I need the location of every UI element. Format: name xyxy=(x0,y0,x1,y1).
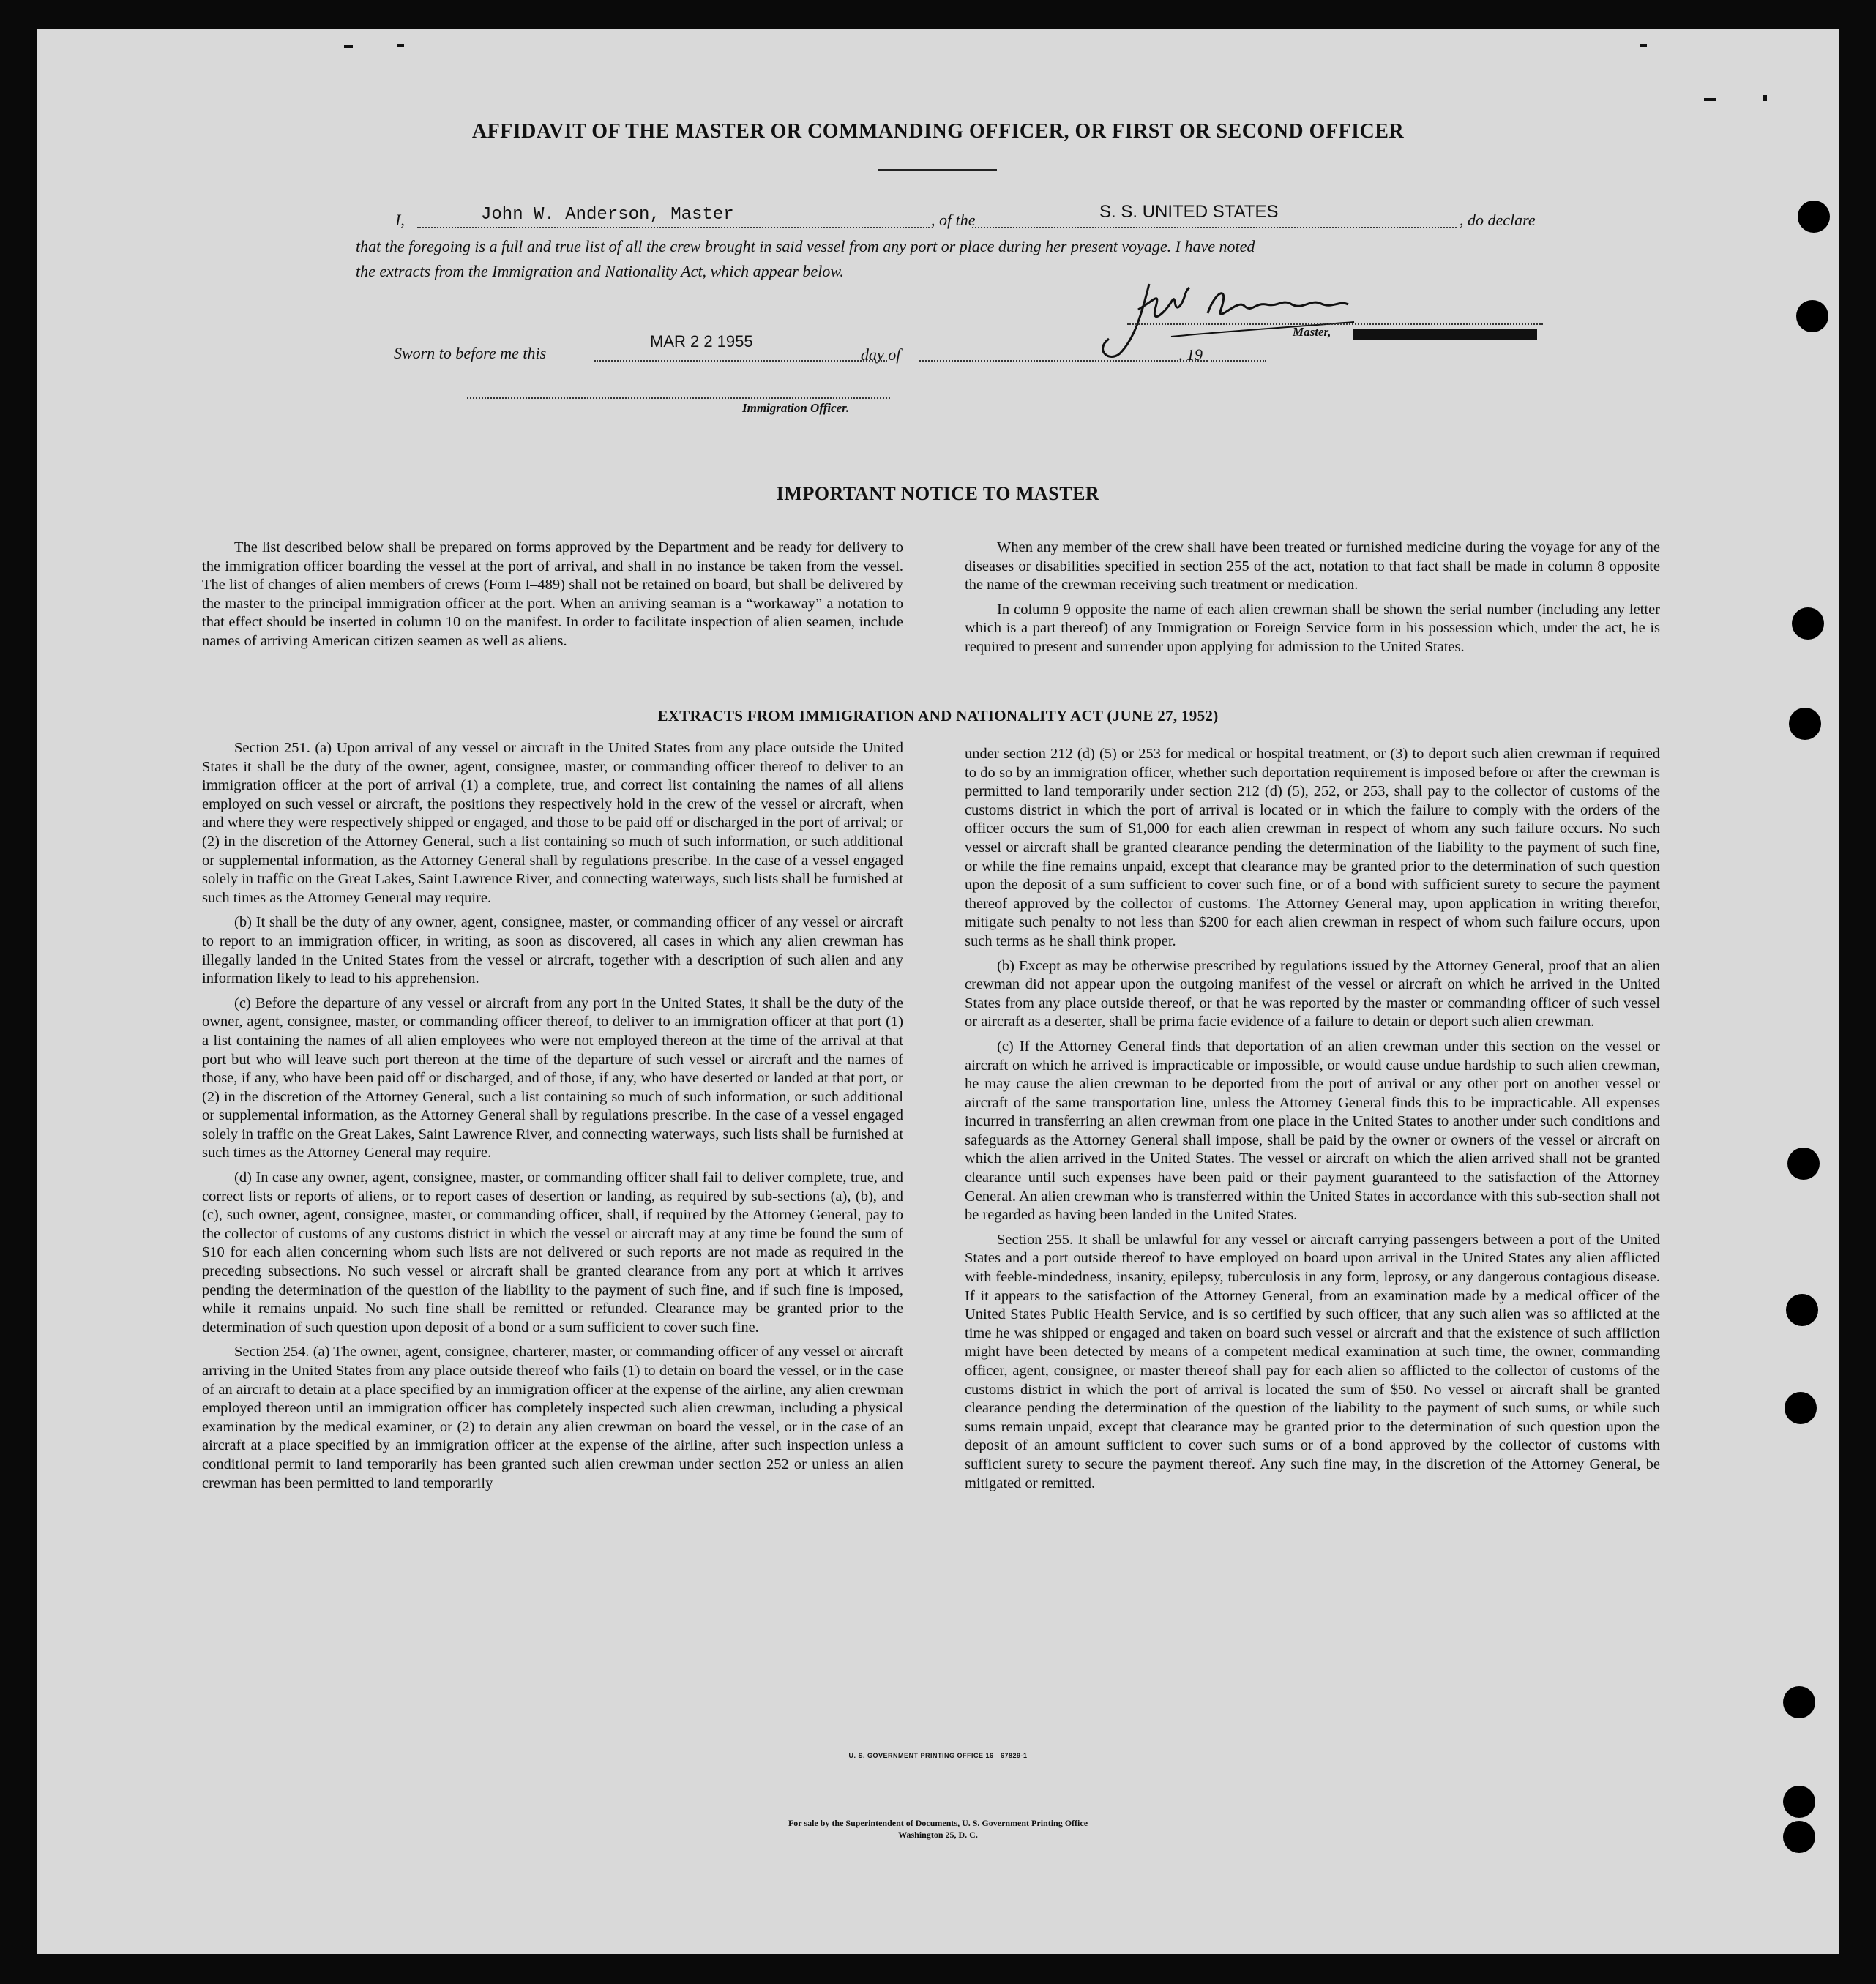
redaction-bar xyxy=(1353,329,1537,340)
vessel-line xyxy=(972,227,1457,228)
sworn-date-line xyxy=(594,360,887,362)
affidavit-title: AFFIDAVIT OF THE MASTER OR COMMANDING OFFICER, OR FIRST OR SECOND OFFICER xyxy=(471,120,1405,143)
act-paragraph: (c) If the Attorney General finds that deportation of an alien crewman under this section on the vessel or aircraft on which he arrived is impracticable or impossible, or would cause undue hardship to such alien crewman, he may cause the alien crewman to be deported from the port of arrival or any other port on another vessel or aircraft of the same transportation line, unless the Attorney General finds this to be impracticable. All expenses incurred in transferring an alien crewman from one place in the United States to another under such conditions and safeguards as the Attorney General shall impose, shall be paid by the owner or owners of the vessel or aircraft on which the alien arrived in the United States. The vessel or aircraft on which the alien arrived shall not be granted clearance until such expenses have been paid or their payment guaranteed to the satisfaction of the Attorney General. An alien crewman who is transferred within the United States in accordance with this sub-section shall not be regarded as having been landed in the United States. xyxy=(965,1038,1660,1224)
signature-line xyxy=(1127,323,1543,325)
master-label: Master, xyxy=(1293,325,1331,339)
year-line xyxy=(1211,360,1266,362)
officer-line xyxy=(467,397,890,399)
notice-paragraph: The list described below shall be prepared on forms approved by the Department and be ready for delivery to the immigration officer boarding the vessel at the port of arrival, and shall in no instance be taken from the vessel. The list of changes of alien members of crews (Form I–489) shall not be retained on board, but shall be delivered by the master to the principal immigration officer at the port. When an arriving seaman is a “workaway” a notation to that effect should be inserted in column 10 on the manifest. In order to facilitate inspection of alien seamen, include names of arriving American citizen seamen as well as aliens. xyxy=(202,539,903,649)
master-name-field[interactable]: John W. Anderson, Master xyxy=(481,205,734,225)
act-paragraph: Section 255. It shall be unlawful for any vessel or aircraft carrying passengers between a port of the United States and a port outside thereof to have employed on board upon arrival in the United States any alien afflicted with feeble-mindedness, insanity, epilepsy, tuberculosis in any form, leprosy, or any dangerous contagious disease. If it appears to the satisfaction of the Attorney General, from an examination made by a medical officer of the United States Public Health Service, and is so certified by such officer, that any such alien was so afflicted at the time he was shipped or engaged and taken on board such vessel or aircraft and that the existence of such affliction might have been detected by means of a competent medical examination at such time, the owner, commanding officer, agent, consignee, or master thereof shall pay for each alien so afflicted to the collector of customs of the customs district in which the port of arrival is located the sum of $50. No vessel or aircraft shall be granted clearance pending the determination of the question of the liability to the payment of such sums, or while such sums remain unpaid, except that clearance may be granted prior to the determination of such question upon the deposit of an amount sufficient to cover such sums or of a bond approved by the collector of customs with sufficient surety to secure the payment thereof. Any such fine may, in the discretion of the Attorney General, be mitigated or remitted. xyxy=(965,1231,1660,1491)
sworn-date-stamp: MAR 2 2 1955 xyxy=(650,332,753,351)
day-of-label: day of xyxy=(861,345,901,364)
notice-paragraph: In column 9 opposite the name of each alien crewman shall be shown the serial number (including any letter which is a part thereof) of any Immigration or Foreign Service form in his possession which, under the act, he is required to present and surrender upon applying for admission to the United States. xyxy=(965,601,1660,655)
act-paragraph: Section 251. (a) Upon arrival of any vessel or aircraft in the United States from any place outside the United States it shall be the duty of the owner, agent, consignee, master, or commanding officer thereof to deliver to an immigration officer at the port of arrival (1) a complete, true, and correct list containing the names of all aliens employed on such vessel or aircraft, the positions they respectively hold in the crew of the vessel or aircraft, when and where they were respectively shipped or engaged, and those to be paid off or discharged in the port of arrival; or (2) in the discretion of the Attorney General, such a list containing so much of such information, or such additional or supplemental information, as the Attorney General shall by regulations prescribe. In the case of a vessel engaged solely in traffic on the Great Lakes, Saint Lawrence River, and connecting waterways, such lists shall be furnished at such times as the Attorney General may require. xyxy=(202,740,904,906)
i-prefix: I, xyxy=(395,211,405,229)
declaration-line-2: the extracts from the Immigration and Nationality Act, which appear below. xyxy=(356,262,844,280)
month-line xyxy=(919,360,1208,362)
form-page xyxy=(37,29,1839,1954)
officer-label: Immigration Officer. xyxy=(742,401,850,415)
extracts-right-column xyxy=(965,745,1660,1499)
printer-mark xyxy=(397,44,404,47)
notice-paragraph: When any member of the crew shall have been treated or furnished medicine during the voyage for any of the diseases or disabilities specified in section 255 of the act, notation to that fact shall be made in column 8 opposite the name of the crewman receiving such treatment or medication. xyxy=(965,539,1660,594)
extracts-title: EXTRACTS FROM IMMIGRATION AND NATIONALITY ACT (JUNE 27, 1952) xyxy=(657,707,1219,725)
act-paragraph: under section 212 (d) (5) or 253 for medical or hospital treatment, or (3) to deport such alien crewman if required to do so by an immigration officer, whether such deportation requirement is imposed before or after the crewman is permitted to land temporarily under section 212 (d) (5), 252, or 253, shall pay to the collector of customs of the customs district in which the port of arrival is located or in which the failure to comply with the orders of the officer occurs the sum of $1,000 for each alien crewman in respect of whom any such failure occurs. No such vessel or aircraft shall be granted clearance pending the determination of the liability to the payment of such fine, or while the fine remains unpaid, except that clearance may be granted prior to the determination of such question upon the deposit of a sum sufficient to cover such fine, or of a bond with sufficient surety to secure the payment thereof approved by the collector of customs. The Attorney General may, upon application in writing therefor, mitigate such penalty to not less than $200 for each alien crewman in respect of whom such failure occurs, upon such terms as he shall think proper. xyxy=(965,746,1660,949)
printer-mark xyxy=(344,45,353,48)
vessel-name-field[interactable]: S. S. UNITED STATES xyxy=(1099,202,1279,222)
binder-hole xyxy=(1796,300,1828,332)
do-declare-label: , do declare xyxy=(1460,211,1536,229)
extracts-left-column xyxy=(202,739,903,1499)
of-the-label: , of the xyxy=(931,211,976,229)
title-rule xyxy=(878,169,997,171)
name-line xyxy=(417,227,930,228)
act-paragraph: (b) It shall be the duty of any owner, agent, consignee, master, or commanding officer of any vessel or aircraft to report to an immigration officer, in writing, as soon as discovered, all cases in which any alien crewman has illegally landed in the United States from the vessel or aircraft, together with a description of such alien and any information likely to lead to his apprehension. xyxy=(202,914,903,987)
declaration-line-1: that the foregoing is a full and true list of all the crew brought in said vessel from any port or place during her present voyage. I have noted xyxy=(356,237,1255,255)
act-paragraph: (c) Before the departure of any vessel or aircraft from any port in the United States, it shall be the duty of the owner, agent, consignee, master, or commanding officer thereof, to deliver to an immigration officer at that port (1) a list containing the names of all alien employees who were not employed thereon at the time of the arrival at that port but who will leave such port thereon at the time of the departure of such vessel or aircraft and the names of those, if any, who have been paid off or discharged, and of those, if any, who have deserted or landed at that port, or (2) in the discretion of the Attorney General, such a list containing so much of such information, or such additional or supplemental information, as the Attorney General shall by regulations prescribe. In the case of a vessel engaged solely in traffic on the Great Lakes, Saint Lawrence River, and connecting waterways, such lists shall be furnished at such times as the Attorney General may require. xyxy=(202,995,904,1161)
binder-hole xyxy=(1792,607,1824,640)
printer-mark xyxy=(1763,95,1767,101)
act-paragraph: Section 254. (a) The owner, agent, consignee, charterer, master, or commanding officer of any vessel or aircraft arriving in the United States from any place outside thereof who fails (1) to detain on board the vessel, or in the case of an aircraft to detain at a place specified by an immigration officer at the expense of the airline, any alien crewman employed thereon until an immigration officer has completely inspected such alien crewman, including a physical examination by the medical examiner, or (2) to detain any alien crewman on board the vessel, or in the case of an aircraft at a place specified by an immigration officer at the expense of the airline, after such inspection unless a conditional permit to land temporarily has been granted such alien crewman under section 252 or unless an alien crewman has been permitted to land temporarily xyxy=(202,1344,903,1491)
sworn-label: Sworn to before me this xyxy=(394,344,547,362)
binder-hole xyxy=(1787,1148,1820,1180)
act-paragraph: (b) Except as may be otherwise prescribed by regulations issued by the Attorney General, proof that an alien crewman did not appear upon the outgoing manifest of the vessel or aircraft on which he arrived in the United States from any place outside thereof, or that he was reported by the master or commanding officer of such vessel or aircraft as a deserter, shall be prima facie evidence of a failure to detain or deport such alien crewman. xyxy=(965,957,1660,1030)
act-paragraph: (d) In case any owner, agent, consignee, master, or commanding officer shall fail to deliver complete, true, and correct lists or reports of aliens, or to report cases of desertion or landing, as required by sub-sections (a), (b), and (c), such owner, agent, consignee, master, or commanding officer, shall, if required by the Attorney General, pay to the collector of customs of any customs district in which the vessel or aircraft may at any time be found the sum of $10 for each alien concerning whom such lists are not delivered or such reports are not made as required in the preceding subsections. No such vessel or aircraft shall be granted clearance from any port at which it arrives pending the determination of the question of the liability to the payment of such fine, and if such fine is imposed, while it remains unpaid. No such fine shall be remitted or refunded. Clearance may be granted prior to the determination of such question upon deposit of a bond or a sum sufficient to cover such fine. xyxy=(202,1169,903,1336)
master-signature xyxy=(1091,269,1420,364)
binder-hole xyxy=(1783,1686,1815,1718)
binder-hole xyxy=(1783,1786,1815,1818)
sale-line-2: Washington 25, D. C. xyxy=(898,1830,978,1840)
sale-line-1: For sale by the Superintendent of Documents, U. S. Government Printing Office xyxy=(788,1818,1088,1828)
gpo-code: U. S. GOVERNMENT PRINTING OFFICE 16—67829-1 xyxy=(848,1752,1028,1759)
notice-title: IMPORTANT NOTICE TO MASTER xyxy=(776,483,1100,504)
printer-mark xyxy=(1704,98,1716,101)
printer-mark xyxy=(1640,44,1647,47)
binder-hole xyxy=(1785,1392,1817,1424)
year-prefix: , 19 xyxy=(1178,345,1203,364)
binder-hole xyxy=(1786,1294,1818,1326)
notice-left-column xyxy=(202,539,903,657)
binder-hole xyxy=(1798,201,1830,233)
notice-right-column xyxy=(965,539,1660,663)
